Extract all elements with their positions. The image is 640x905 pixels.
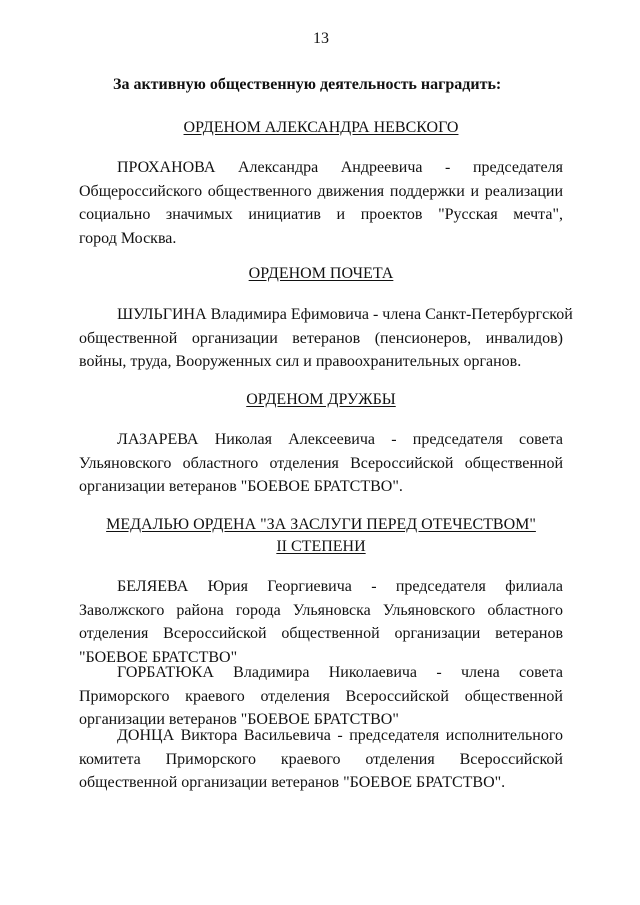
award-entry: [79, 575, 563, 669]
entry-line: Ульяновского областного отделения Всероссийской общественной: [79, 454, 563, 472]
entry-line: Приморского краевого отделения Всероссийской общественной: [79, 687, 563, 705]
award-heading-medal-order-of-merit: [79, 514, 563, 558]
entry-line: социально значимых инициатив и проектов "Русская мечта",: [79, 206, 563, 223]
award-heading-order-of-honor: [79, 263, 563, 285]
award-heading-order-of-friendship: [79, 389, 563, 411]
page-number: 13: [313, 30, 329, 47]
entry-line: Общероссийского общественного движения поддержки и реализации: [79, 182, 563, 200]
award-heading-line: ОРДЕНОМ ДРУЖБЫ: [246, 391, 396, 408]
entry-line: ПРОХАНОВА Александра Андреевича - председателя: [117, 159, 563, 176]
entry-line: организации ветеранов "БОЕВОЕ БРАТСТВО".: [79, 478, 403, 495]
award-heading-order-alexander-nevsky: [79, 117, 563, 139]
award-entry: [79, 303, 573, 374]
award-heading-line: ОРДЕНОМ АЛЕКСАНДРА НЕВСКОГО: [183, 119, 459, 136]
document-page: [79, 0, 573, 905]
entry-line: город Москва.: [79, 229, 177, 247]
entry-line: "БОЕВОЕ БРАТСТВО": [79, 648, 238, 666]
entry-line: ГОРБАТЮКА Владимира Николаевича - члена совета: [117, 664, 563, 681]
award-entry: [79, 156, 563, 250]
award-entry: [79, 661, 563, 732]
award-entry: [79, 724, 563, 795]
entry-line: ШУЛЬГИНА Владимира Ефимовича - члена Санкт-Петербургской: [117, 306, 573, 323]
award-entry: [79, 428, 563, 499]
entry-line: общественной организации ветеранов "БОЕВОЕ БРАТСТВО".: [79, 774, 506, 791]
entry-line: ЛАЗАРЕВА Николая Алексеевича - председателя совета: [117, 431, 563, 448]
award-heading-line: ОРДЕНОМ ПОЧЕТА: [248, 265, 394, 282]
entry-line: ДОНЦА Виктора Васильевича - председателя исполнительного: [117, 727, 563, 744]
entry-line: войны, труда, Вооруженных сил и правоохранительных органов.: [79, 353, 522, 370]
intro-heading: За активную общественную деятельность наградить:: [113, 76, 502, 93]
award-heading-line: II СТЕПЕНИ: [276, 538, 366, 555]
entry-line: комитета Приморского краевого отделения Всероссийской: [79, 750, 563, 768]
entry-line: БЕЛЯЕВА Юрия Георгиевича - председателя филиала: [117, 578, 563, 595]
award-heading-line: МЕДАЛЬЮ ОРДЕНА "ЗА ЗАСЛУГИ ПЕРЕД ОТЕЧЕСТВОМ": [106, 516, 536, 533]
entry-line: организации ветеранов "БОЕВОЕ БРАТСТВО": [79, 711, 399, 728]
entry-line: отделения Всероссийской общественной организации ветеранов: [79, 625, 563, 642]
entry-line: общественной организации ветеранов (пенсионеров, инвалидов): [79, 329, 563, 347]
entry-line: Заволжского района города Ульяновска Ульяновского областного: [79, 601, 563, 619]
